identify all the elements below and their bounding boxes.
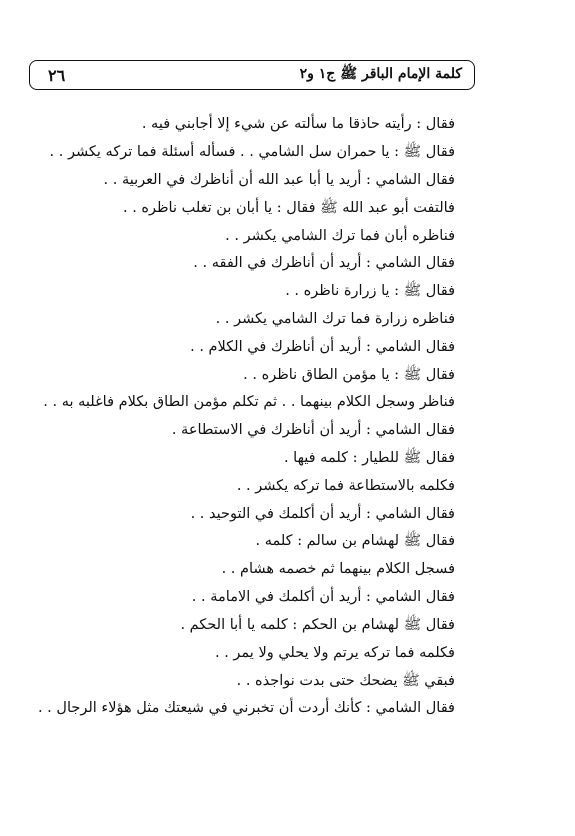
running-title: كلمة الإمام الباقر ﷺ ج١ و٢ (299, 66, 462, 82)
text-line: فناظر وسجل الكلام بينهما . . ثم تكلم مؤمن الطاق بكلام فاغلبه به . . (43, 394, 455, 410)
text-line: فناظره أبان فما ترك الشامي يكشر . . (225, 228, 455, 244)
text-line: فقال ﷺ : يا مؤمن الطاق ناظره . . (243, 367, 455, 383)
text-line: فالتفت أبو عبد الله ﷺ فقال : يا أبان بن تغلب ناظره . . (122, 200, 455, 216)
text-line: فقال ﷺ : يا زرارة ناظره . . (285, 283, 455, 299)
text-line: فقال ﷺ : يا حمران سل الشامي . . فسأله أسئلة فما تركه يكشر . . (49, 144, 455, 160)
page-number: ٢٦ (48, 65, 66, 85)
text-line: فقال الشامي : أريد يا أبا عبد الله أن أناظرك في العربية . . (103, 172, 455, 188)
text-line: فقال ﷺ للطيار : كلمه فيها . (283, 450, 455, 466)
text-line: فقال الشامي : كأنك أردت أن تخبرني في شيعتك مثل هؤلاء الرجال . . (37, 700, 455, 716)
text-line: فقال الشامي : أريد أن أناظرك في الكلام . . (190, 339, 455, 355)
text-line: فكلمه فما تركه يرتم ولا يحلي ولا يمر . . (214, 645, 455, 661)
text-line: فقال الشامي : أريد أن أكلمك في التوحيد . . (190, 506, 455, 522)
text-line: فناظره زرارة فما ترك الشامي يكشر . . (215, 311, 455, 327)
text-line: فقال ﷺ لهشام بن الحكم : كلمه يا أبا الحكم . (180, 617, 455, 633)
text-line: فقال الشامي : أريد أن أكلمك في الامامة . . (191, 589, 455, 605)
text-line: فقال ﷺ لهشام بن سالم : كلمه . (255, 533, 455, 549)
text-line: فسجل الكلام بينهما ثم خصمه هشام . . (221, 561, 455, 577)
text-line: فقال الشامي : أريد أن أناظرك في الفقه . . (193, 255, 455, 271)
text-line: فقال : رأيته حاذقا ما سألته عن شيء إلا أجابني فيه . (141, 116, 455, 132)
text-line: فبقي ﷺ يضحك حتى بدت نواجذه . . (236, 673, 455, 689)
text-line: فكلمه بالاستطاعة فما تركه يكشر . . (236, 478, 455, 494)
text-line: فقال الشامي : أريد أن أناظرك في الاستطاعة . (171, 422, 455, 438)
